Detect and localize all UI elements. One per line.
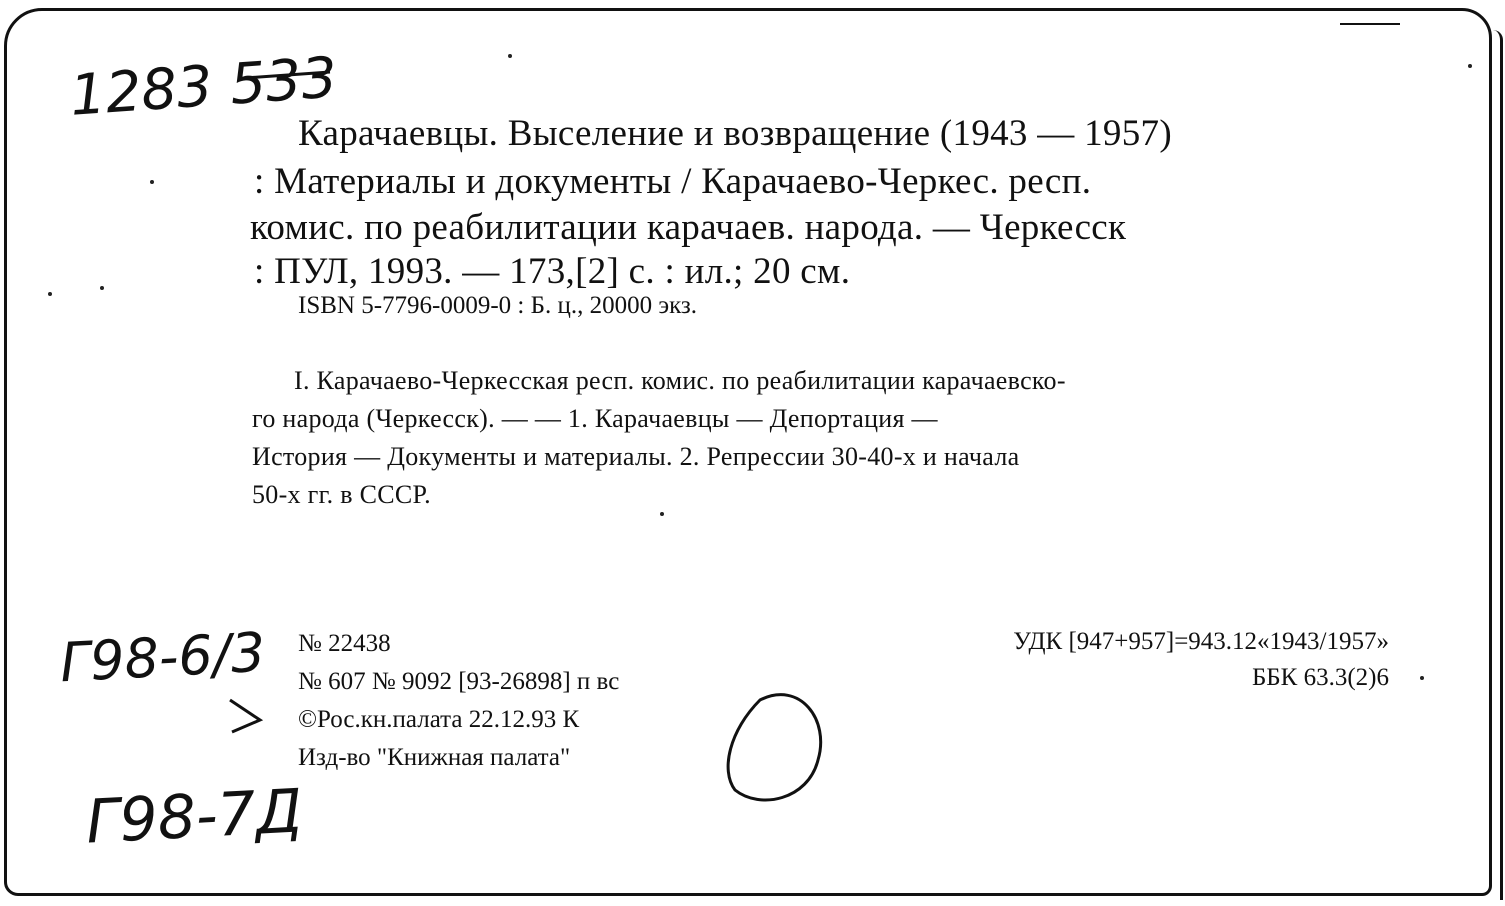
record-number: № 22438 [298,630,391,657]
registration-numbers: № 607 № 9092 [93-26898] п вс [298,668,620,695]
stamp-circle [728,695,821,800]
inventory-number: 1283 533 [68,45,340,129]
tracing-line: I. Карачаево-Черкесская респ. комис. по реабилитации карачаевско- [294,366,1066,395]
tracing-line: го народа (Черкесск). — — 1. Карачаевцы — Депортация — [252,404,938,433]
publisher-line: Изд-во "Книжная палата" [298,744,571,771]
tracing-line: 50-х гг. в СССР. [252,480,431,509]
udk-code: УДК [947+957]=943.12«1943/1957» [1013,628,1389,655]
bbk-code: ББК 63.3(2)6 [1251,664,1389,691]
isbn-line: ISBN 5-7796-0009-0 : Б. ц., 20000 экз. [298,292,698,319]
description-line: : Материалы и документы / Карачаево-Черкес. респ. [254,161,1092,202]
description-line: Карачаевцы. Выселение и возвращение (1943 — 1957) [298,113,1172,154]
description-line: : ПУЛ, 1993. — 173,[2] с. : ил.; 20 см. [254,251,851,292]
description-line: комис. по реабилитации карачаев. народа. — Черкесск [250,207,1127,248]
shelf-mark-primary: Г98-6/3 [58,620,267,695]
overline-stroke [245,72,330,78]
arrow-mark [230,700,260,732]
shelf-mark-secondary: Г98-7Д [84,776,305,858]
tracing-line: История — Документы и материалы. 2. Репрессии 30-40-х и начала [252,442,1020,471]
copyright-line: ©Рос.кн.палата 22.12.93 К [298,706,580,733]
